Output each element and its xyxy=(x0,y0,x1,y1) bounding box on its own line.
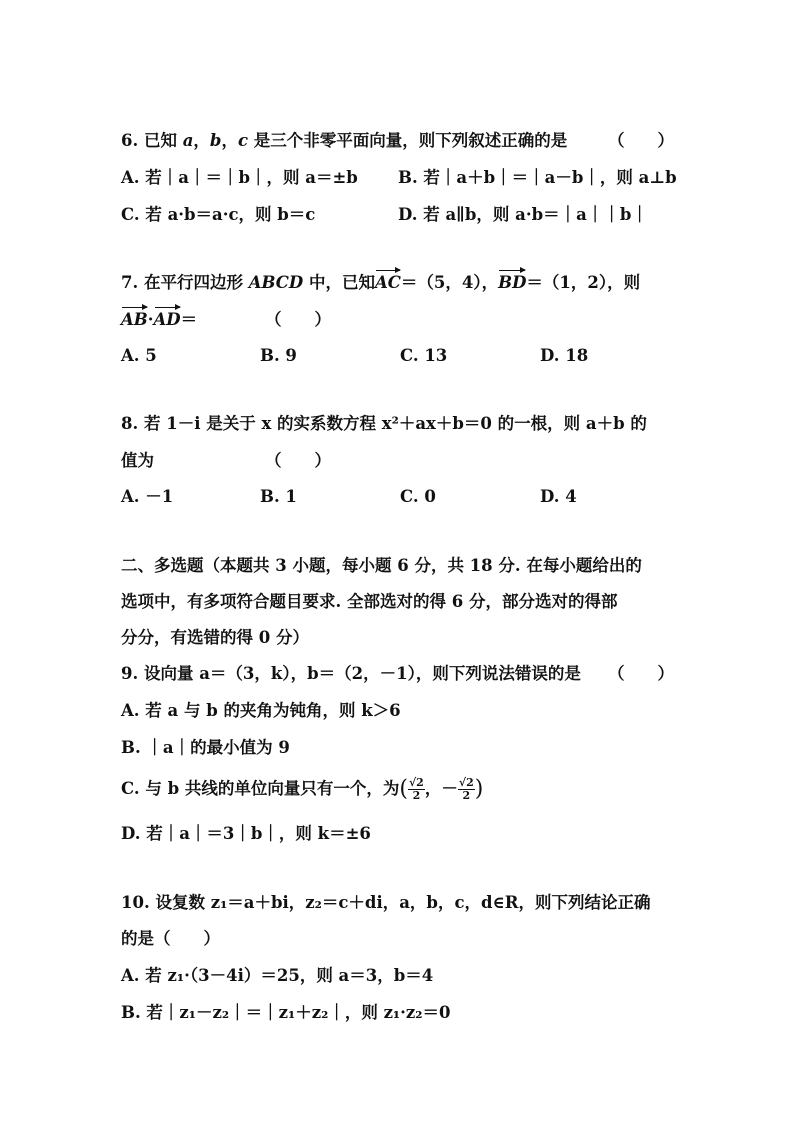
q10-option-a: A. 若 z₁·（3－4i）＝25，则 a＝3，b＝4 xyxy=(121,966,434,985)
q6-var-c: c xyxy=(237,131,249,150)
q8-option-a: A. －1 xyxy=(121,487,174,506)
q6-option-c: C. 若 a·b＝a·c，则 b＝c xyxy=(121,205,316,224)
q10-option-b: B. 若｜z₁－z₂｜＝｜z₁＋z₂｜，则 z₁·z₂＝0 xyxy=(121,1003,451,1022)
section2-heading-line2: 选项中，有多项符合题目要求. 全部选对的得 6 分，部分选对的得部 xyxy=(121,592,618,611)
q6-var-b: b xyxy=(209,131,222,150)
q6-option-b: B. 若｜a＋b｜＝｜a－b｜，则 a⊥b xyxy=(398,168,677,187)
q8-stem-line1: 8. 若 1－i 是关于 x 的实系数方程 x²＋ax＋b＝0 的一根，则 a＋b 的 xyxy=(121,414,647,433)
q7-option-d: D. 18 xyxy=(540,346,589,365)
q9-fraction-2-den: 2 xyxy=(462,789,471,802)
q9-option-d: D. 若｜a｜＝3｜b｜，则 k＝±6 xyxy=(121,824,371,843)
q9-option-c-text: C. 与 b 共线的单位向量只有一个，为 xyxy=(121,779,400,798)
q7-stem-mid: 中，已知 xyxy=(303,273,375,292)
q10-stem-line1: 10. 设复数 z₁＝a＋bi，z₂＝c＋di，a，b，c，d∈R，则下列结论正确 xyxy=(121,893,651,912)
q9-option-a: A. 若 a 与 b 的夹角为钝角，则 k＞6 xyxy=(121,701,401,720)
q9-option-c-open-paren: ( xyxy=(399,776,408,802)
q6-answer-paren: （ ） xyxy=(608,131,674,150)
q8-option-b: B. 1 xyxy=(260,487,297,506)
q7-bd-value: ＝（1，2），则 xyxy=(526,273,641,292)
q9-option-b: B. ｜a｜的最小值为 9 xyxy=(121,738,290,757)
q7-vector-ac: AC xyxy=(374,273,401,292)
q6-stem-prefix: 6. 已知 xyxy=(121,131,183,150)
q7-equals: ＝ xyxy=(180,310,198,329)
q8-answer-paren: （ ） xyxy=(265,451,331,470)
q9-option-c-close-paren: ) xyxy=(474,776,484,802)
q6-var-a: a xyxy=(182,131,194,150)
q9-fraction-2 xyxy=(458,777,475,802)
q7-option-a: A. 5 xyxy=(121,346,157,365)
q7-dot: · xyxy=(147,310,154,329)
q8-option-d: D. 4 xyxy=(540,487,577,506)
q10-stem-line2: 的是（ ） xyxy=(121,929,220,948)
q6-stem-suffix: 是三个非零平面向量，则下列叙述正确的是 xyxy=(248,131,568,150)
section2-heading-line3: 分分，有选错的得 0 分） xyxy=(121,628,309,647)
q9-answer-paren: （ ） xyxy=(608,664,674,683)
q7-stem xyxy=(121,273,640,293)
q6-comma-2: ， xyxy=(221,131,238,150)
section2-heading-line1: 二、多选题（本题共 3 小题，每小题 6 分，共 18 分. 在每小题给出的 xyxy=(121,556,642,575)
q6-stem xyxy=(121,131,567,151)
q7-stem-line2 xyxy=(121,310,197,330)
q6-comma-1: ， xyxy=(193,131,210,150)
q9-fraction-1-num: √2 xyxy=(408,776,424,789)
q6-option-d: D. 若 a∥b，则 a·b＝｜a｜｜b｜ xyxy=(398,205,648,224)
q8-option-c: C. 0 xyxy=(400,487,436,506)
q9-option-c xyxy=(121,777,483,802)
q7-vector-bd: BD xyxy=(498,273,527,292)
q7-ac-value: ＝（5，4）， xyxy=(400,273,499,292)
q6-option-a: A. 若｜a｜＝｜b｜，则 a＝±b xyxy=(121,168,358,187)
q7-stem-prefix: 7. 在平行四边形 xyxy=(121,273,249,292)
q7-parallelogram-name: ABCD xyxy=(248,273,304,292)
q9-stem: 9. 设向量 a＝（3，k），b＝（2，－1），则下列说法错误的是 xyxy=(121,664,581,683)
q9-fraction-2-num: √2 xyxy=(458,776,474,789)
q9-fraction-1 xyxy=(408,777,425,802)
q9-fraction-1-den: 2 xyxy=(412,789,421,802)
q7-vector-ab: AB xyxy=(121,310,148,329)
q7-answer-paren: （ ） xyxy=(265,310,331,329)
q7-option-b: B. 9 xyxy=(260,346,297,365)
q7-vector-ad: AD xyxy=(153,310,181,329)
q8-stem-line2: 值为 xyxy=(121,451,154,470)
q7-option-c: C. 13 xyxy=(400,346,448,365)
q9-option-c-separator: ，－ xyxy=(424,779,458,798)
